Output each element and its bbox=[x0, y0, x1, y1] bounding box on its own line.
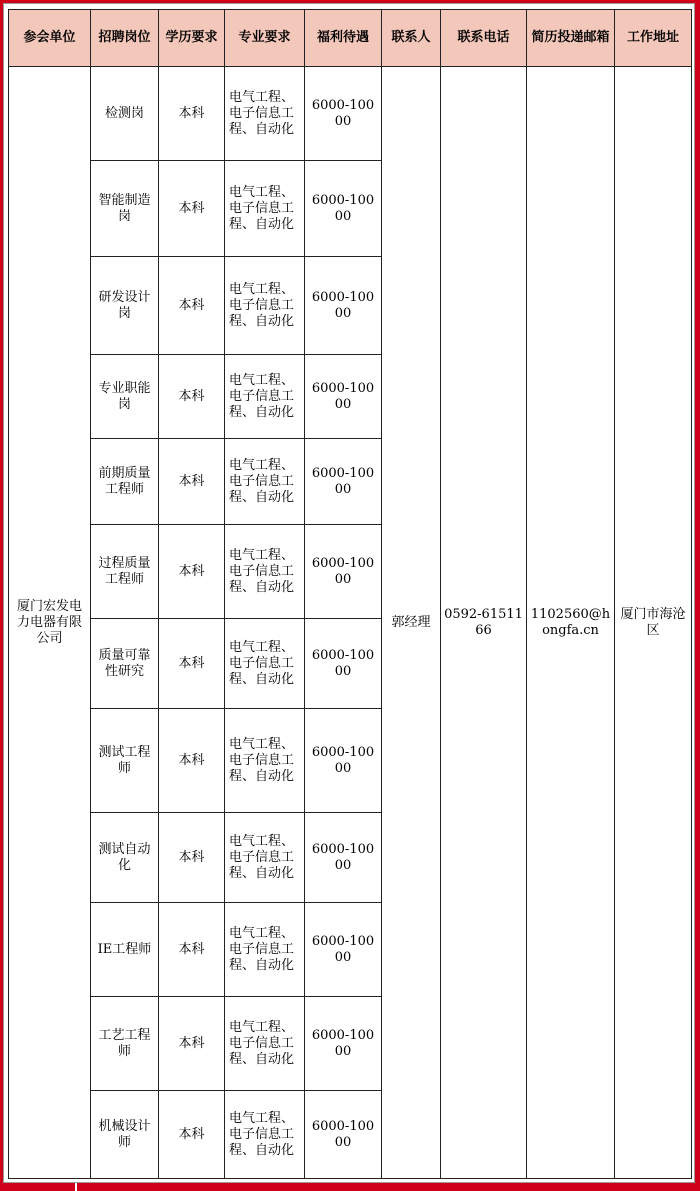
header-company: 参会单位 bbox=[9, 10, 91, 67]
header-position: 招聘岗位 bbox=[91, 10, 159, 67]
education-cell: 本科 bbox=[159, 1091, 225, 1179]
header-major: 专业要求 bbox=[225, 10, 305, 67]
education-cell: 本科 bbox=[159, 813, 225, 903]
position-cell: 前期质量工程师 bbox=[91, 439, 159, 525]
salary-cell: 6000-10000 bbox=[305, 439, 382, 525]
salary-cell: 6000-10000 bbox=[305, 813, 382, 903]
recruitment-table bbox=[8, 9, 692, 1179]
major-cell: 电气工程、电子信息工程、自动化 bbox=[225, 257, 305, 355]
education-cell: 本科 bbox=[159, 997, 225, 1091]
salary-cell: 6000-10000 bbox=[305, 709, 382, 813]
header-salary: 福利待遇 bbox=[305, 10, 382, 67]
major-cell: 电气工程、电子信息工程、自动化 bbox=[225, 997, 305, 1091]
major-cell: 电气工程、电子信息工程、自动化 bbox=[225, 355, 305, 439]
major-cell: 电气工程、电子信息工程、自动化 bbox=[225, 161, 305, 257]
major-cell: 电气工程、电子信息工程、自动化 bbox=[225, 709, 305, 813]
major-cell: 电气工程、电子信息工程、自动化 bbox=[225, 525, 305, 619]
education-cell: 本科 bbox=[159, 257, 225, 355]
company-name-cell: 厦门宏发电力电器有限公司 bbox=[9, 67, 91, 1179]
education-cell: 本科 bbox=[159, 619, 225, 709]
salary-cell: 6000-10000 bbox=[305, 257, 382, 355]
header-phone: 联系电话 bbox=[441, 10, 527, 67]
table-body bbox=[9, 67, 692, 1179]
header-contact: 联系人 bbox=[382, 10, 441, 67]
bottom-mark bbox=[75, 1183, 77, 1191]
salary-cell: 6000-10000 bbox=[305, 903, 382, 997]
position-cell: 机械设计师 bbox=[91, 1091, 159, 1179]
salary-cell: 6000-10000 bbox=[305, 161, 382, 257]
header-row bbox=[9, 10, 692, 67]
salary-cell: 6000-10000 bbox=[305, 997, 382, 1091]
position-cell: 过程质量工程师 bbox=[91, 525, 159, 619]
position-cell: 智能制造岗 bbox=[91, 161, 159, 257]
education-cell: 本科 bbox=[159, 161, 225, 257]
major-cell: 电气工程、电子信息工程、自动化 bbox=[225, 439, 305, 525]
position-cell: 专业职能岗 bbox=[91, 355, 159, 439]
salary-cell: 6000-10000 bbox=[305, 619, 382, 709]
header-email: 简历投递邮箱 bbox=[527, 10, 615, 67]
major-cell: 电气工程、电子信息工程、自动化 bbox=[225, 903, 305, 997]
header-address: 工作地址 bbox=[615, 10, 692, 67]
salary-cell: 6000-10000 bbox=[305, 1091, 382, 1179]
address-cell: 厦门市海沧区 bbox=[615, 67, 692, 1179]
table-row bbox=[9, 67, 692, 161]
major-cell: 电气工程、电子信息工程、自动化 bbox=[225, 813, 305, 903]
education-cell: 本科 bbox=[159, 525, 225, 619]
position-cell: 质量可靠性研究 bbox=[91, 619, 159, 709]
salary-cell: 6000-10000 bbox=[305, 67, 382, 161]
education-cell: 本科 bbox=[159, 439, 225, 525]
salary-cell: 6000-10000 bbox=[305, 355, 382, 439]
page-frame bbox=[3, 3, 695, 1183]
salary-cell: 6000-10000 bbox=[305, 525, 382, 619]
position-cell: 工艺工程师 bbox=[91, 997, 159, 1091]
header-education: 学历要求 bbox=[159, 10, 225, 67]
email-cell[interactable]: 1102560@hongfa.cn bbox=[527, 67, 615, 1179]
position-cell: 测试自动化 bbox=[91, 813, 159, 903]
phone-cell: 0592-6151166 bbox=[441, 67, 527, 1179]
education-cell: 本科 bbox=[159, 903, 225, 997]
education-cell: 本科 bbox=[159, 709, 225, 813]
major-cell: 电气工程、电子信息工程、自动化 bbox=[225, 1091, 305, 1179]
education-cell: 本科 bbox=[159, 355, 225, 439]
position-cell: 测试工程师 bbox=[91, 709, 159, 813]
education-cell: 本科 bbox=[159, 67, 225, 161]
position-cell: 检测岗 bbox=[91, 67, 159, 161]
position-cell: 研发设计岗 bbox=[91, 257, 159, 355]
contact-cell: 郭经理 bbox=[382, 67, 441, 1179]
major-cell: 电气工程、电子信息工程、自动化 bbox=[225, 619, 305, 709]
major-cell: 电气工程、电子信息工程、自动化 bbox=[225, 67, 305, 161]
position-cell: IE工程师 bbox=[91, 903, 159, 997]
